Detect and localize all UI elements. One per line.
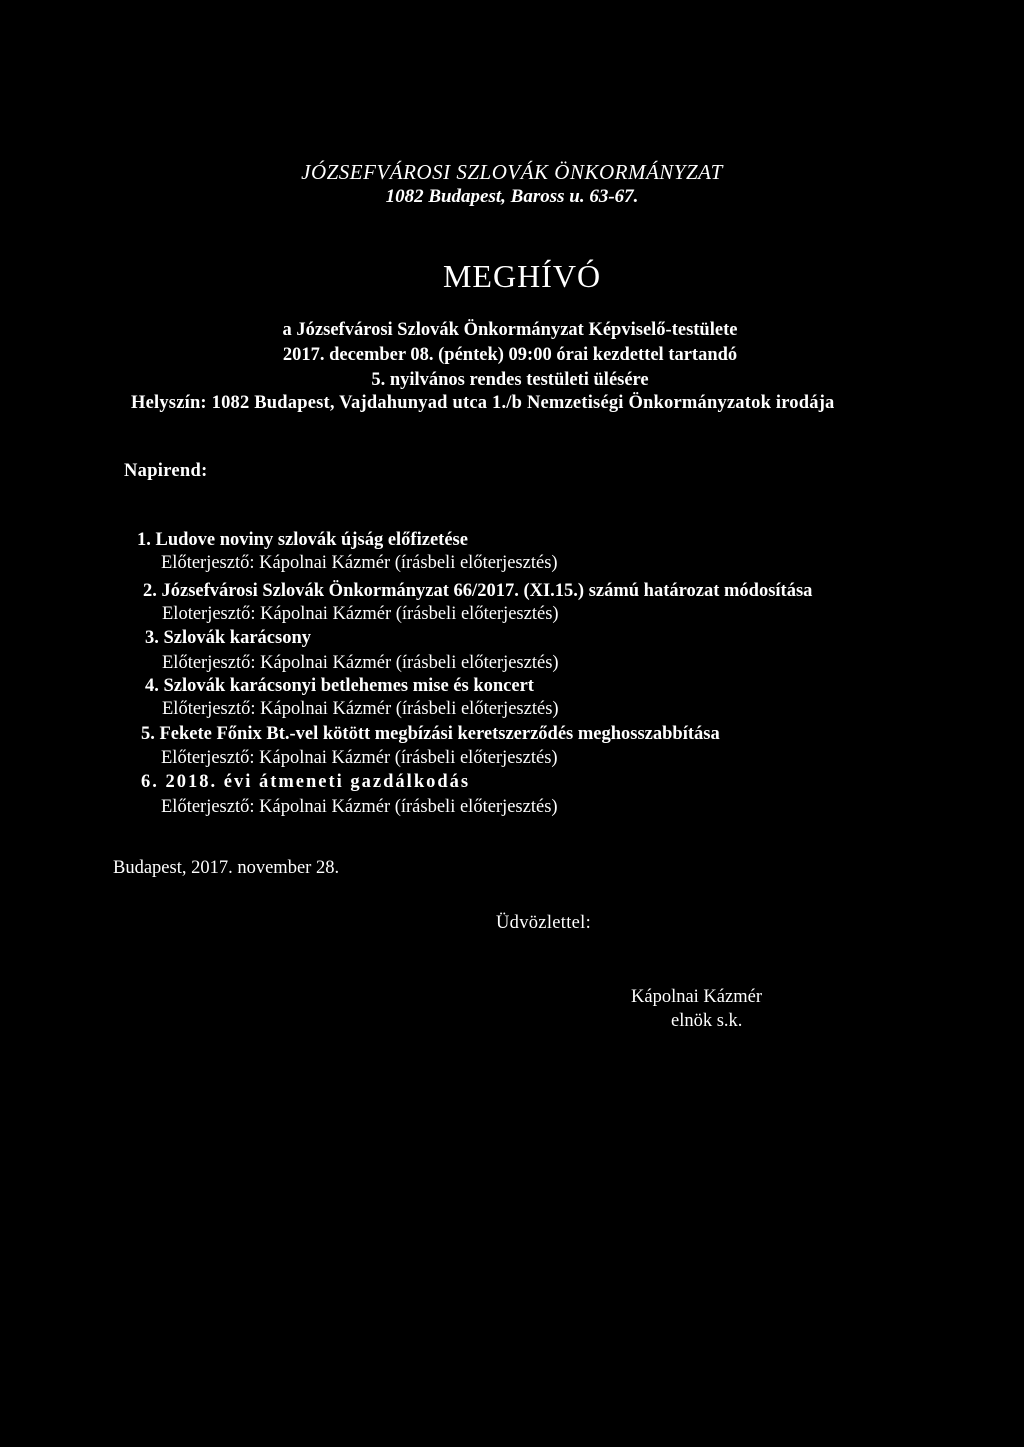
agenda-item-title-text: Fekete Főnix Bt.-vel kötött megbízási keretszerződés meghosszabbítása <box>159 724 720 744</box>
agenda-item-number: 5. <box>141 724 155 744</box>
agenda-item-number: 4. <box>145 676 159 696</box>
agenda-item-number: 1. <box>137 530 151 550</box>
agenda-item-title <box>145 676 534 697</box>
agenda-item-presenter: Előterjesztő: Kápolnai Kázmér (írásbeli előterjesztés) <box>162 699 559 719</box>
agenda-item-title-text: Szlovák karácsonyi betlehemes mise és koncert <box>163 676 534 696</box>
agenda-item-title-text: Szlovák karácsony <box>163 628 312 648</box>
organization-address: 1082 Budapest, Baross u. 63-67. <box>385 186 639 207</box>
agenda-item-title <box>143 581 812 602</box>
agenda-item-title <box>145 628 311 649</box>
intro-line-body: a Józsefvárosi Szlovák Önkormányzat Képviselő-testülete <box>282 320 738 340</box>
agenda-item-presenter: Eloterjesztő: Kápolnai Kázmér (írásbeli előterjesztés) <box>162 604 559 624</box>
agenda-item-presenter: Előterjesztő: Kápolnai Kázmér (írásbeli előterjesztés) <box>162 653 559 673</box>
agenda-item-number: 3. <box>145 628 159 648</box>
venue-line: Helyszín: 1082 Budapest, Vajdahunyad utca 1./b Nemzetiségi Önkormányzatok irodája <box>131 393 835 413</box>
agenda-item-title <box>137 530 468 551</box>
signer-name: Kápolnai Kázmér <box>631 987 762 1007</box>
agenda-item-number: 2. <box>143 581 157 601</box>
agenda-item-number: 6. <box>141 772 159 792</box>
organization-name: JÓZSEFVÁROSI SZLOVÁK ÖNKORMÁNYZAT <box>301 160 723 184</box>
agenda-item-presenter: Előterjesztő: Kápolnai Kázmér (írásbeli előterjesztés) <box>161 797 558 817</box>
agenda-item-title <box>141 724 720 745</box>
place-and-date: Budapest, 2017. november 28. <box>113 858 340 878</box>
document-title: MEGHÍVÓ <box>442 258 602 294</box>
intro-line-session: 5. nyilvános rendes testületi ülésére <box>371 370 649 390</box>
signer-role: elnök s.k. <box>671 1011 743 1031</box>
intro-line-date: 2017. december 08. (péntek) 09:00 órai kezdettel tartandó <box>282 345 738 365</box>
agenda-item-presenter: Előterjesztő: Kápolnai Kázmér (írásbeli előterjesztés) <box>161 748 558 768</box>
agenda-item-title-text: Józsefvárosi Szlovák Önkormányzat 66/2017. (XI.15.) számú határozat módosítása <box>161 581 813 601</box>
agenda-item-title-text: 2018. évi átmeneti gazdálkodás <box>165 772 471 792</box>
agenda-item-title-text: Ludove noviny szlovák újság előfizetése <box>155 530 468 550</box>
agenda-label: Napirend: <box>124 461 208 481</box>
closing-greeting: Üdvözlettel: <box>496 913 592 933</box>
agenda-item-presenter: Előterjesztő: Kápolnai Kázmér (írásbeli előterjesztés) <box>161 553 558 573</box>
agenda-item-title <box>141 772 470 793</box>
